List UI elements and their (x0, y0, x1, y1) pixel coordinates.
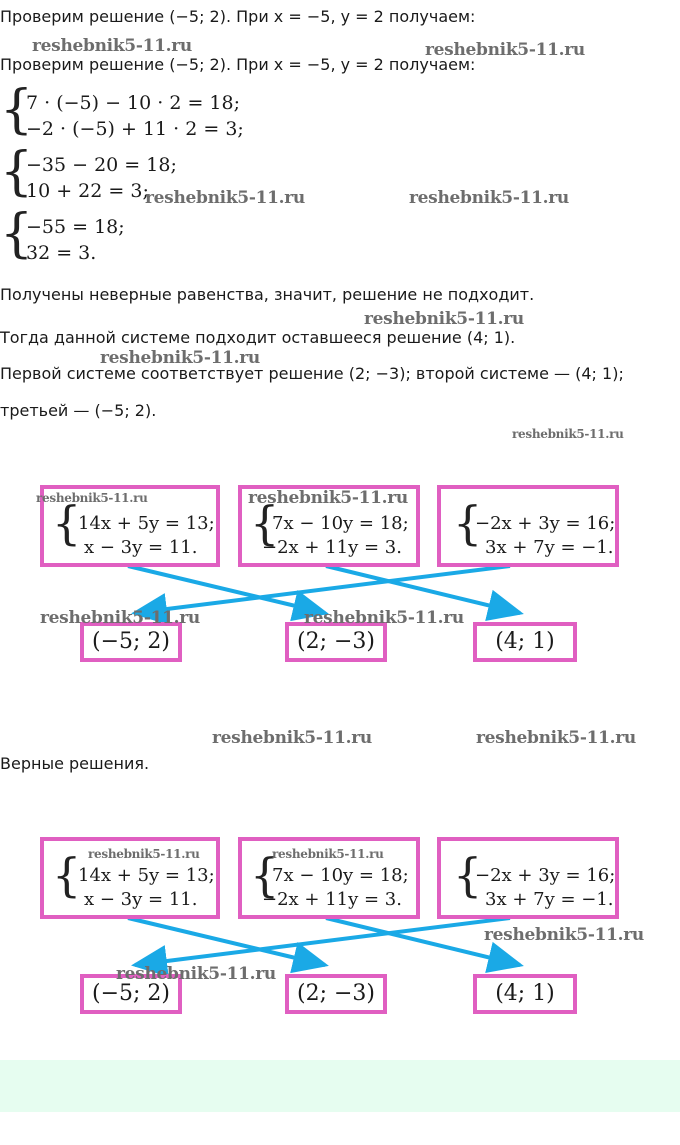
check-line-repeat: Проверим решение (−5; 2). При x = −5, y = 2 получаем: (0, 55, 476, 74)
equation: 14x + 5y = 13; (78, 513, 215, 534)
brace-icon: { (52, 496, 82, 550)
equation: −2x + 11y = 3. (262, 537, 402, 558)
watermark: reshebnik5-11.ru (100, 348, 260, 368)
system-result (0, 204, 300, 270)
watermark: reshebnik5-11.ru (145, 188, 305, 208)
equation: 7x − 10y = 18; (272, 513, 409, 534)
watermark: reshebnik5-11.ru (484, 925, 644, 945)
watermark: reshebnik5-11.ru (40, 608, 200, 628)
equation: 3x + 7y = −1. (485, 889, 614, 910)
answer-box: (2; −3) (285, 622, 387, 662)
correspondence-line: Первой системе соответствует решение (2; −3); второй системе — (4; 1); (0, 364, 624, 383)
answer-box: (4; 1) (473, 622, 577, 662)
equation: −2x + 11y = 3. (262, 889, 402, 910)
watermark: reshebnik5-11.ru (36, 491, 148, 505)
system-box-3 (437, 485, 619, 567)
watermark: reshebnik5-11.ru (364, 309, 524, 329)
equation: −2x + 3y = 16; (475, 865, 616, 886)
watermark: reshebnik5-11.ru (248, 488, 408, 508)
equation: x − 3y = 11. (84, 889, 198, 910)
watermark: reshebnik5-11.ru (116, 964, 276, 984)
system-box-3 (437, 837, 619, 919)
brace-icon: { (250, 848, 280, 902)
remaining-solution-line: Тогда данной системе подходит оставшееся решение (4; 1). (0, 328, 516, 347)
brace-icon: { (0, 142, 34, 202)
equation: x − 3y = 11. (84, 537, 198, 558)
arrow (135, 566, 510, 613)
equation: 14x + 5y = 13; (78, 865, 215, 886)
arrow (135, 918, 510, 965)
equation: 7 · (−5) − 10 · 2 = 18; (26, 92, 241, 114)
equation: −2x + 3y = 16; (475, 513, 616, 534)
brace-icon: { (52, 848, 82, 902)
answer-box: (4; 1) (473, 974, 577, 1014)
watermark: reshebnik5-11.ru (88, 847, 200, 861)
answer-box: (−5; 2) (80, 974, 182, 1014)
watermark: reshebnik5-11.ru (425, 40, 585, 60)
brace-icon: { (250, 496, 280, 550)
brace-icon: { (0, 80, 34, 140)
watermark: reshebnik5-11.ru (304, 608, 464, 628)
arrow (128, 918, 325, 965)
brace-icon: { (453, 496, 483, 550)
watermark: reshebnik5-11.ru (512, 427, 624, 441)
answer-box: (−5; 2) (80, 622, 182, 662)
watermark: reshebnik5-11.ru (476, 728, 636, 748)
brace-icon: { (0, 204, 34, 264)
equation: −35 − 20 = 18; (26, 154, 177, 176)
equation: 3x + 7y = −1. (485, 537, 614, 558)
watermark: reshebnik5-11.ru (272, 847, 384, 861)
watermark: reshebnik5-11.ru (32, 36, 192, 56)
equation: 32 = 3. (26, 242, 97, 264)
correspondence-line-end: третьей — (−5; 2). (0, 401, 157, 420)
equation: 7x − 10y = 18; (272, 865, 409, 886)
brace-icon: { (453, 848, 483, 902)
check-line: Проверим решение (−5; 2). При x = −5, y = 2 получаем: (0, 7, 476, 26)
equation: 10 + 22 = 3; (26, 180, 149, 202)
arrow (326, 566, 520, 613)
watermark: reshebnik5-11.ru (409, 188, 569, 208)
equation: −2 · (−5) + 11 · 2 = 3; (26, 118, 244, 140)
footer-band (0, 1060, 680, 1112)
correct-solutions-label: Верные решения. (0, 754, 150, 773)
system-substitution (0, 80, 300, 146)
arrow (128, 566, 325, 613)
answer-box: (2; −3) (285, 974, 387, 1014)
watermark: reshebnik5-11.ru (212, 728, 372, 748)
conclusion-line: Получены неверные равенства, значит, решение не подходит. (0, 285, 535, 304)
equation: −55 = 18; (26, 216, 125, 238)
